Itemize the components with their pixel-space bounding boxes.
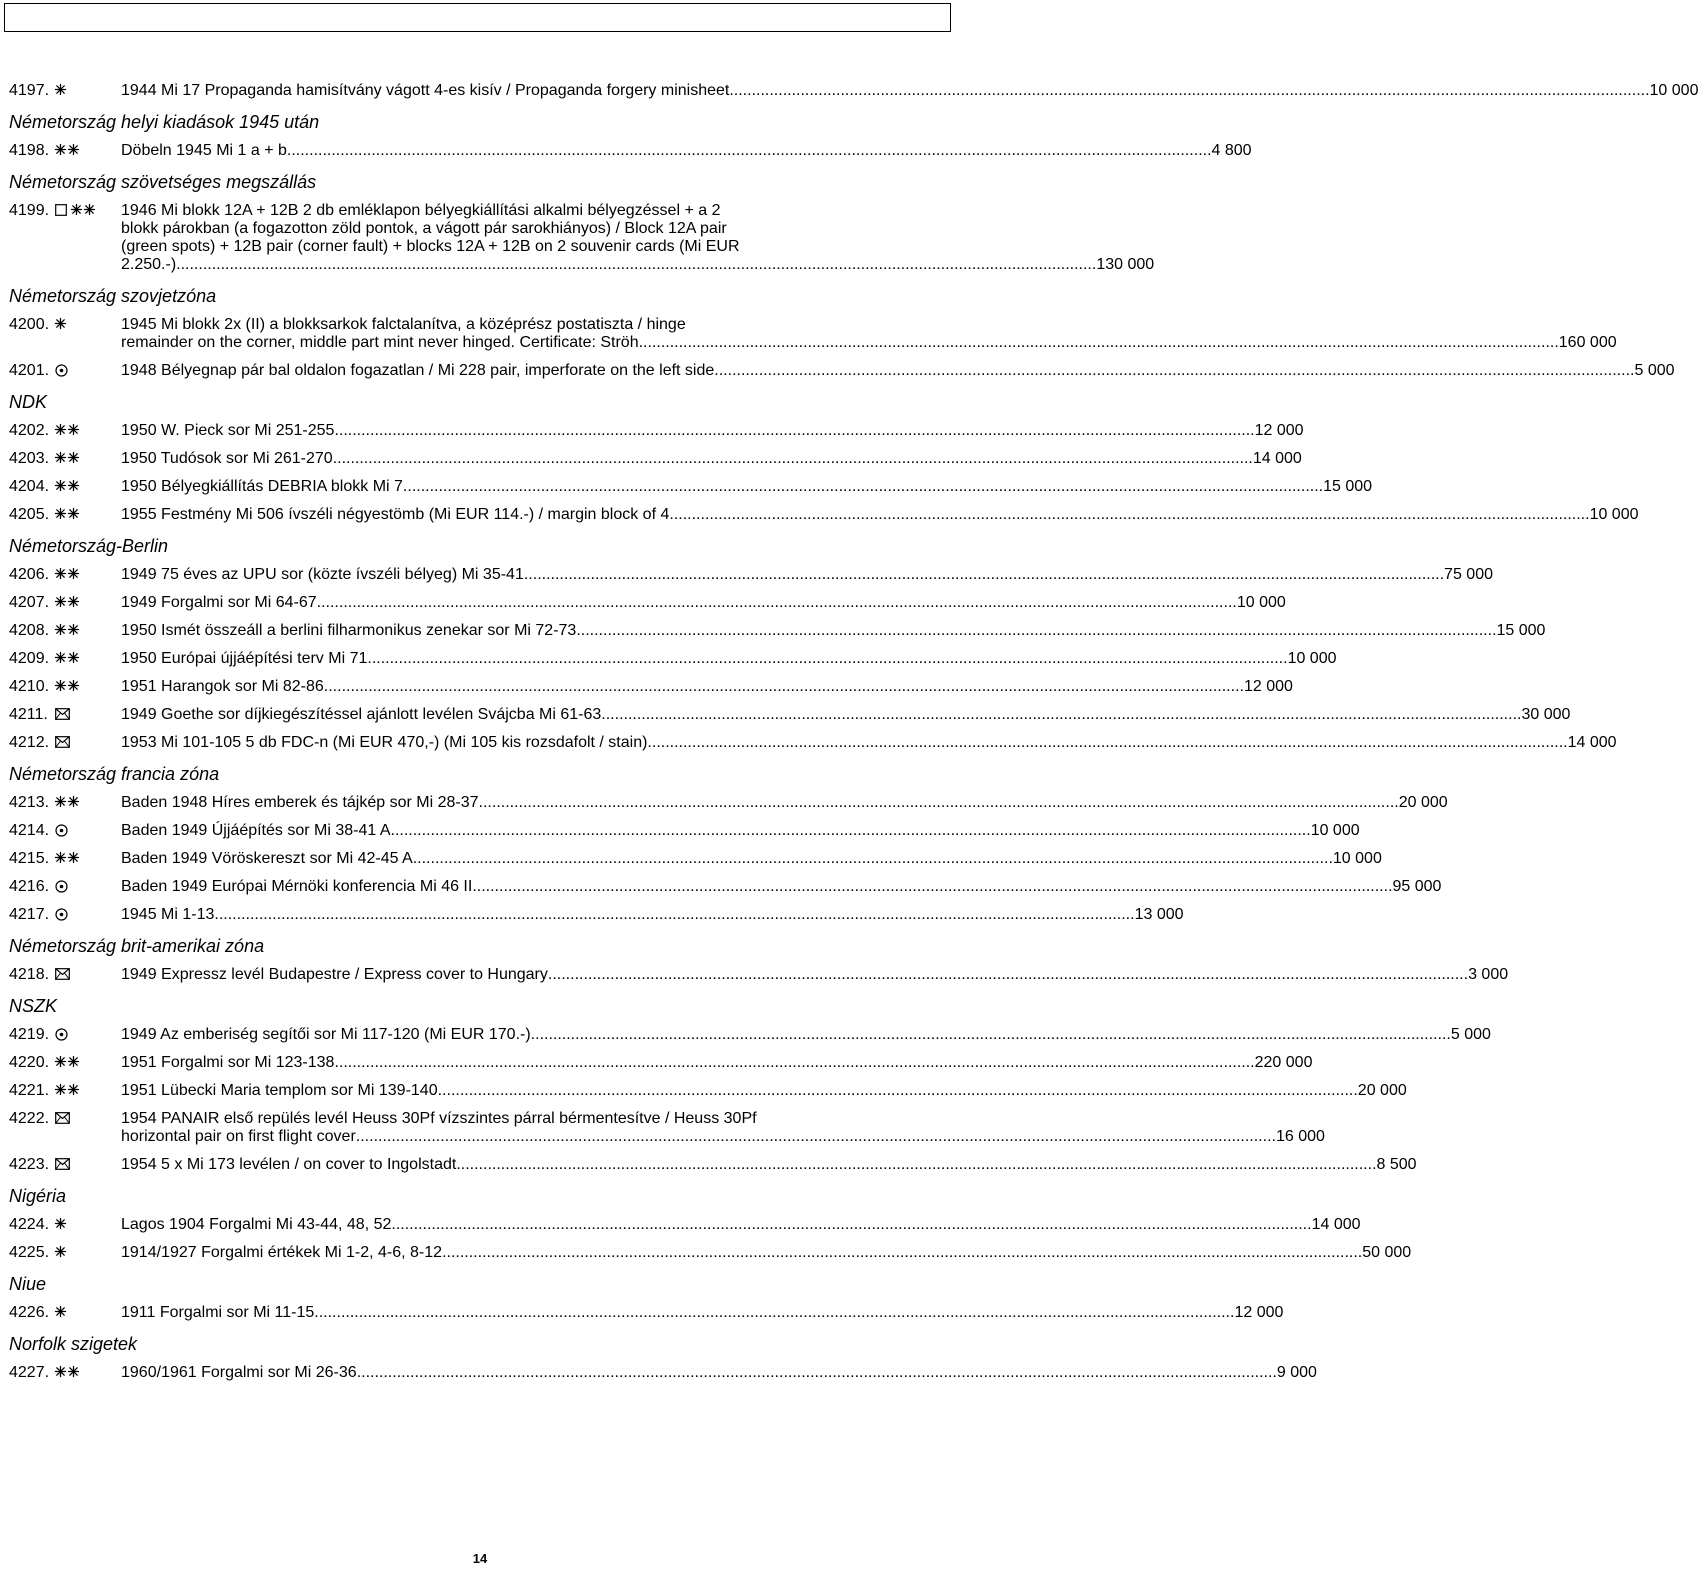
leader-dots [176,256,1096,274]
lot-description: 1949 75 éves az UPU sor (közte ívszéli bélyeg) Mi 35-41 [121,566,524,583]
condition-symbols [55,450,121,468]
condition-symbols [55,794,121,812]
lot-price: 15 000 [1496,622,1546,639]
lot-price-line [121,794,1448,812]
leader-dots [639,334,1559,352]
section-heading: Németország francia zóna [9,764,220,784]
mint-never-hinged-icon [55,568,79,579]
mint-never-hinged-icon [55,424,79,435]
condition-symbols [55,734,121,752]
leader-dots [729,82,1649,100]
lot-price: 160 000 [1558,334,1617,351]
leader-dots [524,566,1444,584]
lot-price: 13 000 [1134,906,1184,923]
leader-dots [548,966,1468,984]
used-stamp-icon [55,364,68,377]
lot-description: 1950 Tudósok sor Mi 261-270 [121,450,333,467]
section-heading: Nigéria [9,1186,67,1206]
condition-symbols [55,622,121,640]
lot-description: 1945 Mi 1-13 [121,906,215,923]
lot-item [9,142,1252,160]
lot-description: 1960/1961 Forgalmi sor Mi 26-36 [121,1364,357,1381]
condition-symbols [55,906,121,924]
lot-price: 14 000 [1252,450,1302,467]
section-heading: NDK [9,392,48,412]
lot-price: 10 000 [1589,506,1639,523]
catalog-list [9,72,1698,1382]
leader-dots [367,650,1287,668]
lot-price-line [121,1216,1361,1234]
lot-number: 4212. [9,734,50,751]
leader-dots [334,1054,1254,1072]
leader-dots [601,706,1521,724]
lot-price-line [121,1026,1491,1044]
lot-number: 4216. [9,878,50,895]
lot-price-line [121,878,1442,896]
lot-price-line [121,422,1304,440]
lot-price-line [121,506,1639,524]
lot-item [9,1082,1407,1100]
lot-number: 4204. [9,478,50,495]
condition-symbols [55,1110,121,1146]
lot-price-line [121,734,1617,752]
lot-text [121,506,1639,524]
leader-dots [647,734,1567,752]
lot-description: 1950 W. Pieck sor Mi 251-255 [121,422,335,439]
lot-number: 4222. [9,1110,50,1127]
lot-price: 75 000 [1444,566,1493,583]
lot-description: 1953 Mi 101-105 5 db FDC-n (Mi EUR 470,-) (Mi 105 kis rozsdafolt / stain) [121,734,648,751]
lot-item [9,1304,1284,1322]
lot-number: 4217. [9,906,50,923]
lot-description-line: (green spots) + 12B pair (corner fault) + blocks 12A + 12B on 2 souvenir cards (Mi EUR [121,238,740,255]
lot-item [9,316,1617,352]
lot-text [121,450,1302,468]
mint-hinged-icon [55,1246,66,1257]
lot-item [9,734,1617,752]
lot-description: 1948 Bélyegnap pár bal oldalon fogazatlan / Mi 228 pair, imperforate on the left side [121,362,715,379]
condition-symbols [55,822,121,840]
lot-price-line [121,1082,1407,1100]
lot-description-line: 1945 Mi blokk 2x (II) a blokksarkok falctalanítva, a középrész postatiszta / hinge [121,316,686,333]
lot-text [121,202,1155,274]
lot-price: 10 000 [1310,822,1360,839]
condition-symbols [55,594,121,612]
lot-price: 220 000 [1254,1054,1313,1071]
mint-hinged-icon [55,318,66,329]
lot-price-line [121,450,1302,468]
condition-symbols [55,362,121,380]
lot-description: 1951 Harangok sor Mi 82-86 [121,678,324,695]
lot-item [9,822,1360,840]
lot-text [121,678,1293,696]
lot-price-line [121,594,1286,612]
condition-symbols [55,1082,121,1100]
lot-item [9,478,1373,496]
lot-text [121,1054,1313,1072]
mint-never-hinged-icon [55,1084,79,1095]
lot-description-line: 1954 PANAIR első repülés levél Heuss 30Pf vízszintes párral bérmentesítve / Heuss 30Pf [121,1110,757,1127]
lot-item [9,650,1337,668]
used-stamp-icon [55,1028,68,1041]
lot-item [9,1110,1325,1146]
mint-never-hinged-icon [55,796,79,807]
leader-dots [357,1364,1277,1382]
lot-price: 30 000 [1521,706,1571,723]
leader-dots [317,594,1237,612]
lot-text [121,966,1509,984]
lot-text [121,650,1337,668]
lot-price-line [121,706,1571,724]
mint-never-hinged-icon [55,624,79,635]
mint-never-hinged-icon [55,596,79,607]
lot-text [121,478,1373,496]
lot-item [9,450,1302,468]
used-stamp-icon [55,908,68,921]
lot-text [121,566,1493,584]
section-heading: Németország brit-amerikai zóna [9,936,265,956]
condition-symbols [55,316,121,352]
header-frame [4,3,951,32]
lot-item [9,202,1155,274]
lot-number: 4225. [9,1244,50,1261]
lot-item [9,850,1382,868]
mint-never-hinged-icon [55,1056,79,1067]
lot-price: 9 000 [1276,1364,1317,1381]
lot-number: 4202. [9,422,50,439]
lot-price: 5 000 [1634,362,1675,379]
lot-price-line [121,1156,1417,1174]
lot-price-line [121,822,1360,840]
lot-price-line [121,906,1184,924]
mint-never-hinged-icon [55,652,79,663]
lot-price: 130 000 [1096,256,1155,273]
lot-description: 1944 Mi 17 Propaganda hamisítvány vágott 4-es kisív / Propaganda forgery minisheet [121,82,730,99]
lot-text [121,622,1546,640]
lot-price-line [121,650,1337,668]
lot-price-line [121,478,1373,496]
lot-description: 1949 Goethe sor díjkiegészítéssel ajánlott levélen Svájcba Mi 61-63 [121,706,602,723]
lot-price: 5 000 [1450,1026,1491,1043]
lot-item [9,1156,1417,1174]
lot-price: 10 000 [1332,850,1382,867]
lot-number: 4209. [9,650,50,667]
mint-never-hinged-icon [71,204,95,215]
lot-number: 4220. [9,1054,50,1071]
section-heading: Németország szövetséges megszállás [9,172,317,192]
lot-description: Baden 1949 Vöröskereszt sor Mi 42-45 A [121,850,413,867]
lot-description: 2.250.-) [121,256,177,273]
leader-dots [391,822,1311,840]
lot-description: 1949 Expressz levél Budapestre / Express cover to Hungary [121,966,548,983]
cover-envelope-icon [55,1158,70,1170]
leader-dots [456,1156,1376,1174]
lot-price: 95 000 [1392,878,1442,895]
mint-hinged-icon [55,1218,66,1229]
lot-item [9,966,1509,984]
lot-number: 4221. [9,1082,50,1099]
lot-text [121,1304,1284,1322]
lot-text [121,878,1442,896]
condition-symbols [55,422,121,440]
lot-price: 3 000 [1468,966,1509,983]
lot-item [9,1364,1317,1382]
leader-dots [669,506,1589,524]
lot-number: 4215. [9,850,50,867]
condition-symbols [55,566,121,584]
lot-price: 15 000 [1323,478,1373,495]
lot-number: 4199. [9,202,50,219]
section-heading: Norfolk szigetek [9,1334,138,1354]
lot-text [121,706,1571,724]
condition-symbols [55,1216,121,1234]
condition-symbols [55,506,121,524]
condition-symbols [55,650,121,668]
lot-price-line [121,566,1493,584]
mint-never-hinged-icon [55,680,79,691]
lot-description-line: blokk párokban (a fogazotton zöld pontok, a vágott pár sarokhiányos) / Block 12A pair [121,220,727,237]
lot-description: Baden 1948 Híres emberek és tájkép sor Mi 28-37 [121,794,479,811]
lot-number: 4214. [9,822,50,839]
lot-description: 1914/1927 Forgalmi értékek Mi 1-2, 4-6, 8-12 [121,1244,443,1261]
lot-text [121,906,1184,924]
lot-text [121,1082,1407,1100]
mint-never-hinged-icon [55,144,79,155]
lot-price: 10 000 [1649,82,1698,99]
lot-price-line [121,1304,1284,1322]
leader-dots [214,906,1134,924]
lot-price-line [121,1128,1325,1146]
lot-price-line [121,142,1252,160]
lot-description: 1951 Lübecki Maria templom sor Mi 139-140 [121,1082,438,1099]
lot-number: 4210. [9,678,50,695]
lot-number: 4207. [9,594,50,611]
condition-symbols [55,850,121,868]
lot-text [121,734,1617,752]
lot-description: 1951 Forgalmi sor Mi 123-138 [121,1054,335,1071]
lot-text [121,1110,1325,1146]
leader-dots [472,878,1392,896]
section-heading: Niue [9,1274,47,1294]
lot-price: 14 000 [1311,1216,1361,1233]
condition-symbols [55,678,121,696]
leader-dots [576,622,1496,640]
condition-symbols [55,142,121,160]
leader-dots [442,1244,1362,1262]
lot-number: 4201. [9,362,50,379]
condition-symbols [55,1054,121,1072]
souvenir-sheet-icon [55,204,67,216]
cover-envelope-icon [55,736,70,748]
lot-item [9,422,1304,440]
leader-dots [403,478,1323,496]
lot-number: 4211. [9,706,48,723]
lot-description: 1954 5 x Mi 173 levélen / on cover to Ingolstadt [121,1156,457,1173]
lot-item [9,362,1675,380]
lot-text [121,362,1675,380]
leader-dots [333,450,1253,468]
leader-dots [714,362,1634,380]
lot-description: Baden 1949 Újjáépítés sor Mi 38-41 A [121,822,391,839]
lot-item [9,566,1493,584]
mint-hinged-icon [55,1306,66,1317]
condition-symbols [55,82,121,100]
lot-price-line [121,622,1546,640]
cover-envelope-icon [55,1112,70,1124]
lot-price-line [121,256,1155,274]
condition-symbols [55,1244,121,1262]
lot-description-line: 1946 Mi blokk 12A + 12B 2 db emléklapon bélyegkiállítási alkalmi bélyegzéssel + a 2 [121,202,721,219]
lot-number: 4203. [9,450,50,467]
used-stamp-icon [55,880,68,893]
section-heading: Németország szovjetzóna [9,286,217,306]
condition-symbols [55,706,121,724]
lot-text [121,316,1617,352]
lot-item [9,678,1293,696]
lot-description: horizontal pair on first flight cover [121,1128,356,1145]
lot-number: 4227. [9,1364,50,1381]
lot-text [121,594,1286,612]
lot-item [9,706,1571,724]
section-heading: Németország helyi kiadások 1945 után [9,112,320,132]
lot-number: 4206. [9,566,50,583]
lot-description: 1955 Festmény Mi 506 ívszéli négyestömb (Mi EUR 114.-) / margin block of 4 [121,506,670,523]
mint-hinged-icon [55,84,66,95]
condition-symbols [55,1156,121,1174]
leader-dots [479,794,1399,812]
used-stamp-icon [55,824,68,837]
lot-description: Lagos 1904 Forgalmi Mi 43-44, 48, 52 [121,1216,392,1233]
leader-dots [413,850,1333,868]
lot-number: 4226. [9,1304,50,1321]
leader-dots [391,1216,1311,1234]
condition-symbols [55,478,121,496]
lot-price-line [121,334,1617,352]
lot-price: 10 000 [1236,594,1286,611]
lot-price: 14 000 [1567,734,1617,751]
lot-price: 20 000 [1357,1082,1407,1099]
lot-description: Döbeln 1945 Mi 1 a + b. [121,142,292,159]
lot-description: 1950 Európai újjáépítési terv Mi 71 [121,650,368,667]
lot-text [121,82,1698,100]
leader-dots [438,1082,1358,1100]
mint-never-hinged-icon [55,508,79,519]
lot-text [121,794,1448,812]
lot-price: 4 800 [1211,142,1252,159]
condition-symbols [55,202,121,274]
lot-price-line [121,678,1293,696]
lot-item [9,622,1546,640]
lot-price: 12 000 [1243,678,1293,695]
lot-number: 4219. [9,1026,50,1043]
lot-item [9,594,1286,612]
lot-price: 12 000 [1254,422,1304,439]
lot-price-line [121,362,1675,380]
lot-number: 4213. [9,794,50,811]
lot-price-line [121,850,1382,868]
lot-description: Baden 1949 Európai Mérnöki konferencia Mi 46 II [121,878,473,895]
lot-description: remainder on the corner, middle part mint never hinged. Certificate: Ströh [121,334,639,351]
condition-symbols [55,966,121,984]
lot-item [9,1244,1412,1262]
lot-item [9,82,1698,100]
lot-price-line [121,1244,1412,1262]
leader-dots [334,422,1254,440]
lot-text [121,1244,1412,1262]
lot-price-line [121,1054,1313,1072]
lot-price: 20 000 [1398,794,1448,811]
section-heading: Németország-Berlin [9,536,169,556]
lot-number: 4224. [9,1216,50,1233]
lot-item [9,1026,1491,1044]
condition-symbols [55,1304,121,1322]
mint-never-hinged-icon [55,452,79,463]
lot-price: 10 000 [1287,650,1337,667]
lot-price: 50 000 [1362,1244,1412,1261]
lot-price-line [121,1364,1317,1382]
lot-text [121,1026,1491,1044]
cover-envelope-icon [55,708,70,720]
lot-text [121,850,1382,868]
lot-description: 1950 Bélyegkiállítás DEBRIA blokk Mi 7 [121,478,403,495]
lot-description: 1911 Forgalmi sor Mi 11-15 [121,1304,315,1321]
lot-price: 16 000 [1275,1128,1325,1145]
lot-number: 4208. [9,622,50,639]
section-heading: NSZK [9,996,58,1016]
lot-text [121,422,1304,440]
mint-never-hinged-icon [55,480,79,491]
lot-text [121,1156,1417,1174]
leader-dots [531,1026,1451,1044]
leader-dots [324,678,1244,696]
leader-dots [314,1304,1234,1322]
lot-price-line [121,966,1509,984]
condition-symbols [55,1364,121,1382]
lot-item [9,506,1639,524]
lot-description: 1949 Forgalmi sor Mi 64-67 [121,594,317,611]
lot-number: 4223. [9,1156,50,1173]
lot-number: 4198. [9,142,50,159]
lot-text [121,1216,1361,1234]
leader-dots [356,1128,1276,1146]
condition-symbols [55,878,121,896]
leader-dots [291,142,1211,160]
lot-text [121,822,1360,840]
lot-price-line [121,82,1698,100]
lot-number: 4200. [9,316,50,333]
lot-item [9,906,1184,924]
lot-item [9,878,1442,896]
lot-description: 1950 Ismét összeáll a berlini filharmonikus zenekar sor Mi 72-73 [121,622,577,639]
cover-envelope-icon [55,968,70,980]
mint-never-hinged-icon [55,852,79,863]
lot-item [9,1054,1313,1072]
lot-description: 1949 Az emberiség segítői sor Mi 117-120 (Mi EUR 170.-) [121,1026,531,1043]
lot-item [9,794,1448,812]
page-number: 14 [472,1551,488,1566]
condition-symbols [55,1026,121,1044]
lot-number: 4205. [9,506,50,523]
mint-never-hinged-icon [55,1366,79,1377]
lot-text [121,142,1252,160]
lot-number: 4197. [9,82,50,99]
lot-number: 4218. [9,966,50,983]
lot-price: 12 000 [1234,1304,1284,1321]
lot-item [9,1216,1361,1234]
lot-price: 8 500 [1376,1156,1417,1173]
lot-text [121,1364,1317,1382]
